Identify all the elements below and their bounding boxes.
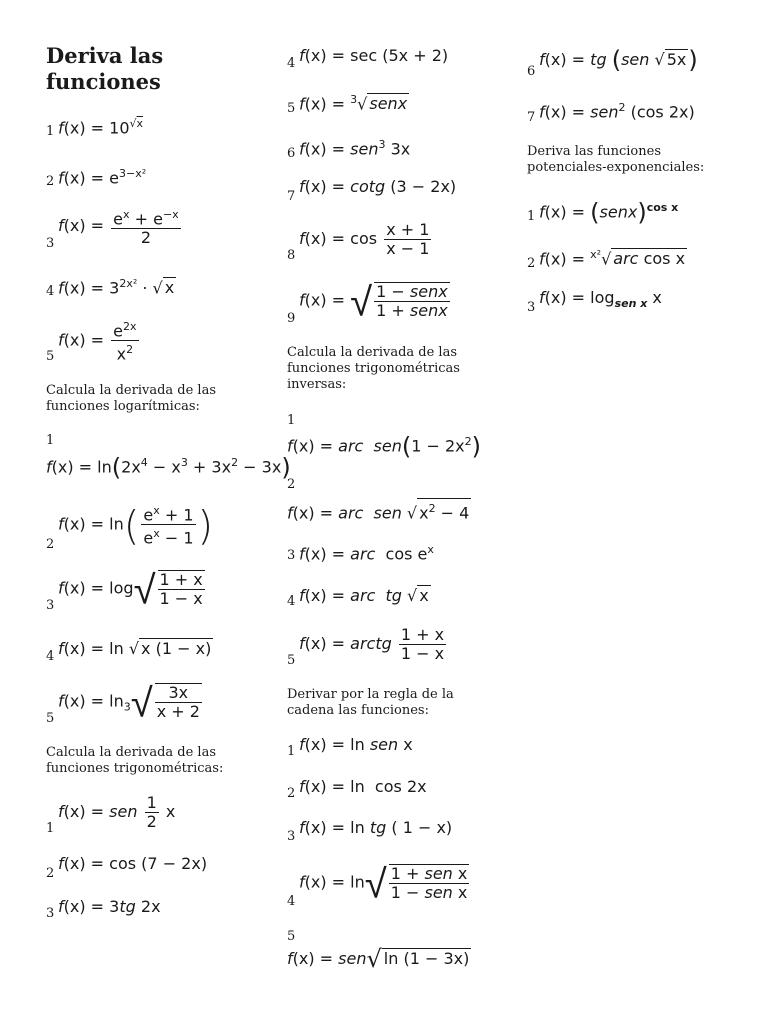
exercise-number: 3 [46, 906, 55, 921]
exercise-number: 5 [46, 711, 55, 726]
formula: f(x) = cotg (3 − 2x) [299, 177, 457, 196]
formula: f(x) = ln( $\frac{e^x + 1}{e^x - 1}$ ) [58, 503, 214, 550]
exercise-number: 3 [46, 236, 55, 251]
section-heading-line: potenciales-exponenciales: [527, 160, 705, 175]
formula: f(x) = sen$^2$ (cos 2x) [539, 101, 695, 122]
exercise-number: 8 [287, 248, 296, 263]
formula: f(x) = log√ $\frac{1 + x}{1 - x}$ [58, 567, 203, 614]
exercise-number: 2 [287, 477, 296, 492]
section-heading-logarithmic [46, 383, 216, 415]
exercise-number: 5 [287, 101, 296, 116]
exercise-number: 6 [527, 64, 536, 79]
section-heading-line: Calcula la derivada de las [287, 345, 458, 360]
formula: f(x) = 3tg 2x [58, 897, 161, 916]
formula: f(x) = arc sen √ $x^2 - 4$ [287, 498, 471, 523]
formula: $f(x) = \log_{sen x} x$ [539, 288, 662, 311]
formula: $f(x) = 3^{2x^2}$ · √ x [58, 277, 175, 298]
section-heading-line: cadena las funciones: [287, 703, 429, 718]
exercise-number: 2 [46, 174, 55, 189]
formula: f(x) = $^3$√ senx [299, 93, 408, 114]
formula: f(x) = ln √ x (1 − x) [58, 639, 212, 658]
exercise-number: 3 [527, 300, 536, 315]
formula: $f(x) = \ln_3√$ $\frac{3x}{x + 2}$ [58, 680, 200, 727]
formula: f(x) = sen$^3$ 3x [299, 138, 411, 159]
page-title [46, 43, 163, 95]
formula: f(x) = sec (5x + 2) [299, 46, 449, 65]
formula: f(x) = arctg $\frac{1 + x}{1 - x}$ [299, 625, 445, 663]
exercise-number: 2 [287, 786, 296, 801]
formula: f(x) = arc $sen(1 - 2x^2)$ [287, 432, 481, 461]
formula: f(x) = sen√ ln (1 − 3x) [287, 945, 470, 973]
formula: f(x) = $\frac{e^x + e^{-x}}{2}$ [58, 208, 179, 248]
formula: f(x) = √ $\frac{\text{1 − senx}}{\text{1 + senx}}$ [299, 279, 448, 326]
exercise-number: 5 [287, 929, 296, 944]
formula: $f(x) = 10^{√x}$ [58, 117, 144, 138]
exercise-number: 2 [46, 866, 55, 881]
page-title-line: funciones [46, 69, 161, 94]
section-heading-chain-rule [287, 687, 454, 719]
exercise-number: 9 [287, 311, 296, 326]
exercise-number: 4 [46, 284, 55, 299]
section-heading-line: Calcula la derivada de las [46, 383, 217, 398]
section-heading-line: funciones logarítmicas: [46, 399, 200, 414]
formula: f(x) = ln sen x [299, 735, 413, 754]
formula: $f(x) = e^{3-x^2}$ [58, 167, 147, 188]
exercise-number: 7 [287, 189, 296, 204]
formula: f(x) = $\frac{e^{2x}}{x^2}$ [58, 320, 137, 364]
formula: f(x) = cos (7 − 2x) [58, 854, 208, 873]
formula: f(x) = arc $\cos e^x$ [299, 543, 434, 564]
section-heading-inverse-trigonometric [287, 345, 460, 393]
exercise-number: 5 [287, 653, 296, 668]
formula: f(x) = ln tg ( 1 − x) [299, 818, 453, 837]
section-heading-line: Deriva las funciones [527, 144, 661, 159]
formula: f(x) = tg (sen √ 5x) [539, 46, 698, 74]
exercise-number: 1 [527, 209, 536, 224]
exercise-number: 4 [46, 649, 55, 664]
formula: $f(x) = \ln(2x^4 - x^3 + 3x^2 - 3x)$ [46, 453, 291, 482]
exercise-number: 1 [287, 413, 296, 428]
exercise-number: 1 [46, 821, 55, 836]
formula: f(x) = $^{x^2}$√ arc cos x [539, 248, 686, 269]
exercise-number: 4 [287, 594, 296, 609]
exercise-number: 2 [527, 256, 536, 271]
section-heading-line: inversas: [287, 377, 347, 392]
section-heading-potential-exponential [527, 144, 704, 176]
formula: f(x) = cos $\frac{x + 1}{x - 1}$ [299, 220, 430, 258]
section-heading-line: Calcula la derivada de las [46, 745, 217, 760]
exercise-number: 1 [287, 744, 296, 759]
formula: f(x) = ln√ $\frac{\text{1 + sen x}}{\text{1 − sen x}}$ [299, 861, 468, 908]
exercise-number: 7 [527, 110, 536, 125]
section-heading-line: funciones trigonométricas [287, 361, 460, 376]
exercise-number: 1 [46, 433, 55, 448]
page-title-line: Deriva las [46, 43, 164, 68]
exercise-number: 4 [287, 894, 296, 909]
exercise-number: 6 [287, 146, 296, 161]
exercise-number: 1 [46, 124, 55, 139]
formula: f(x) = ln cos 2x [299, 777, 427, 796]
section-heading-line: Derivar por la regla de la [287, 687, 454, 702]
exercise-number: 5 [46, 349, 55, 364]
exercise-number: 3 [287, 829, 296, 844]
exercise-number: 4 [287, 56, 296, 71]
section-heading-line: funciones trigonométricas: [46, 761, 224, 776]
exercise-number: 3 [46, 598, 55, 613]
formula: f(x) = (senx)$^{cos x}$ [539, 198, 679, 227]
section-heading-trigonometric [46, 745, 223, 777]
exercise-number: 2 [46, 537, 55, 552]
exercise-number: 3 [287, 548, 296, 563]
formula: f(x) = arc tg √ x [299, 586, 429, 605]
formula: f(x) = sen $\frac{1}{2}$ x [58, 793, 176, 831]
